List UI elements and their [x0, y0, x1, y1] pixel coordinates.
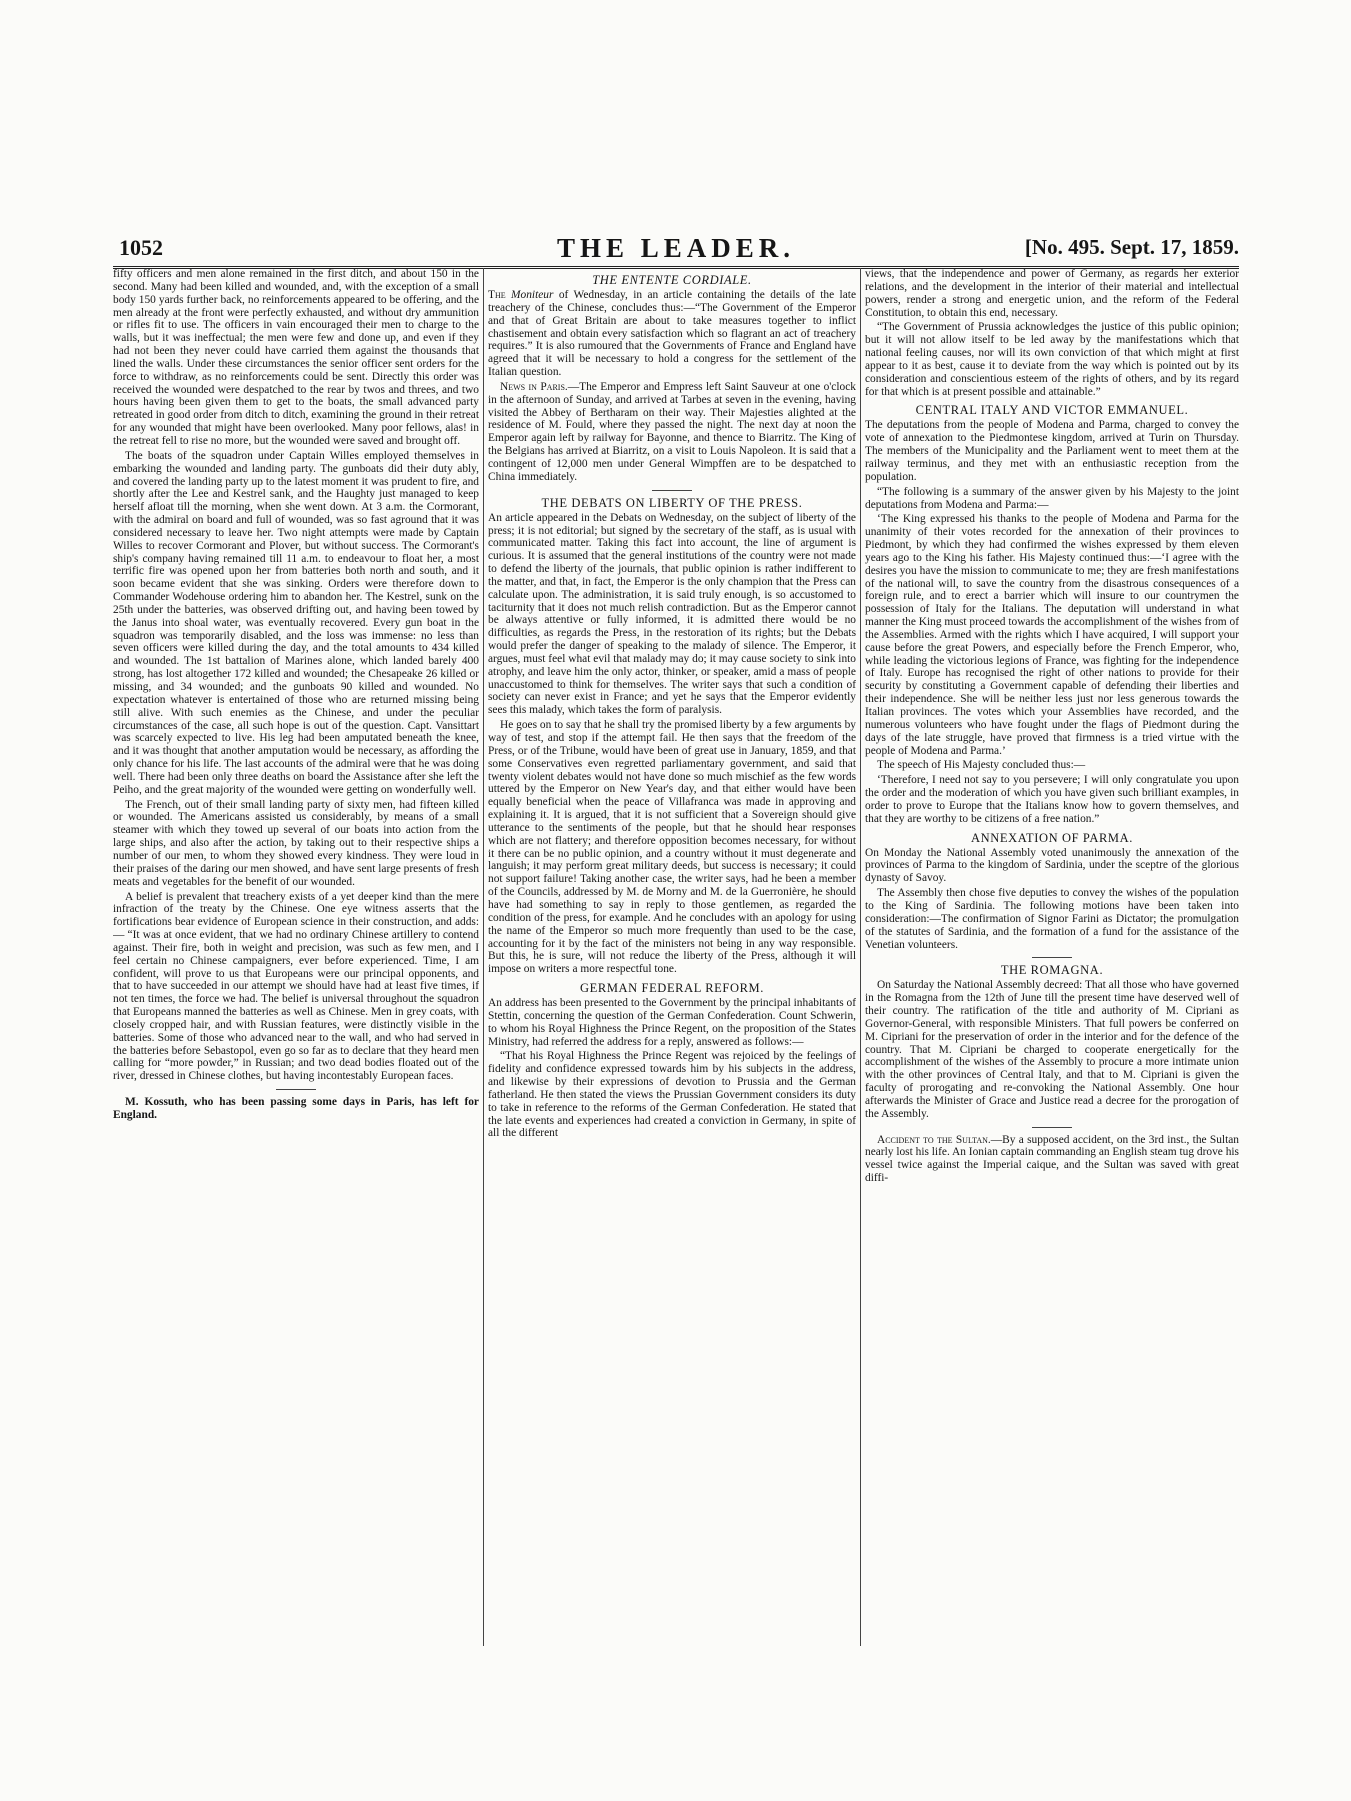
article-paragraph: A belief is prevalent that treachery exists of a yet deeper kind than the mere infraction of the treaty by the Chinese. One eye witness asserts that the fortifications bear evidence of European science in their construction, and adds:— “It was at once evident, that we had no ordinary Chinese artillery to contend against. Their fire, both in weight and precision, was such as few men, and I feel certain no Chinese campaigners, ever before experienced. Time, I am confident, will prove to us that Europeans were our principal opponents, and that to have succeeded in our attempt we should have had at least five times, if not ten times, the force we had. The belief is universal throughout the squadron that Europeans manned the batteries as well as Chinese. Men in grey coats, with closely cropped hair, and with Russian features, were distinctly visible in the batteries. Some of those who advanced near to the wall, and who had served in the batteries before Sebastopol, even go so far as to declare that they heard men calling for “more powder,” in Russian; and two dead bodies floated out of the river, dressed in Chinese clothes, but having incontestably European faces.: [113, 890, 479, 1083]
news-brief: M. Kossuth, who has been passing some days in Paris, has left for England.: [113, 1096, 479, 1121]
article-paragraph: “That his Royal Highness the Prince Regent was rejoiced by the feelings of fidelity and confidence expressed towards him by his subjects in the address, and likewise by their expressions of devotion to Prussia and the German fatherland. He then stated the views the Prussian Government considers its duty to take in reference to the reforms of the German Confederation. He stated that the late events and experiences had created a conviction in Germany, in spite of all the different: [488, 1050, 856, 1140]
heading-central-italy: CENTRAL ITALY AND VICTOR EMMANUEL.: [915, 403, 1189, 418]
article-paragraph: views, that the independence and power of Germany, as regards her exterior relations, and the development in the interior of their material and intellectual powers, render a strong and energetic union, and the reform of the Federal Constitution, to obtain this end, necessary.: [865, 268, 1239, 319]
lead-phrase: Accident to the Sultan.: [877, 1133, 991, 1146]
section-separator: [652, 490, 692, 491]
column-3: [865, 268, 1239, 1646]
article-paragraph: “The Government of Prussia acknowledges the justice of this public opinion; but it will not allow itself to be led away by the manifestations which that national feeling causes, nor will its own conviction of that which might at first appear to it as best, cause it to deviate from the way which is pointed out by its consideration and conscientious esteem of the rights of others, and by its regard for that which is at present possible and attainable.”: [865, 321, 1239, 398]
article-paragraph: [865, 1134, 1239, 1185]
article-paragraph: On Monday the National Assembly voted unanimously the annexation of the provinces of Parma to the kingdom of Sardinia, under the sceptre of the glorious dynasty of Savoy.: [865, 846, 1239, 885]
article-paragraph: ‘The King expressed his thanks to the people of Modena and Parma for the unanimity of their votes recorded for the annexation of their provinces to Piedmont, by which they had confirmed the wishes expressed by them eleven years ago to the King his father. His Majesty continued thus:—‘I agree with the desires you have the mission to communicate to me; they are fresh manifestations of the national will, to save the country from the disastrous consequences of a foreign rule, and to erect a barrier which will insure to our countrymen the possession of Italy for the Italians. The deputation will understand in what manner the King must proceed towards the accomplishment of the wishes from of the Assemblies. Armed with the rights which I have acquired, I will support your cause before the great Powers, and especially before the French Emperor, who, while leading the victorious legions of France, was fighting for the independence of Italy. Europe has recognised the right of other nations to provide for their security by constituting a Government capable of defending their liberties and their independence. She will be neither less just nor less generous towards the Italian provinces. The votes which your Assemblies have recorded, and the numerous volunteers who have fought under the flags of Piedmont during the days of the late struggle, have proved that firmness is a tried virtue with the people of Modena and Parma.’: [865, 513, 1239, 757]
article-paragraph: fifty officers and men alone remained in the first ditch, and about 150 in the second. Many had been killed and wounded, and, with the exception of a small body 150 yards further back, no reinforcements appeared to be offering, and the men already at the front were perfectly exhausted, and without dry ammunition or rifles fit to use. The officers in vain encouraged their men to charge to the walls, but it was ineffectual; the men were few and done up, and even if they had not been they never could have carried them against the thousands that lined the walls. Under these circumstances the senior officer sent orders for the force to withdraw, as no reinforcements could be sent. Directly this order was received the wounded were despatched to the rear by twos and threes, and two hours having been given them to get to the boats, the small advanced party retreated in good order from ditch to ditch, examining the ground in their retreat for any wounded that might have been overlooked. Many poor fellows, alas! in the retreat fell to rise no more, but the wounded were saved and brought off.: [113, 268, 479, 447]
heading-annexation-of-parma: ANNEXATION OF PARMA.: [971, 830, 1133, 845]
article-paragraph: The French, out of their small landing party of sixty men, had fifteen killed or wounded. The Americans assisted us considerably, by means of a small steamer with which they towed up several of our boats into action from the large ships, and also after the action, by taking out to their respective ships a number of our men, to whom they showed every kindness. They were loud in their praises of the daring our men showed, and have sent large presents of fresh meats and vegetables for the benefit of our wounded.: [113, 798, 479, 888]
heading-the-romagna: THE ROMAGNA.: [1000, 963, 1104, 978]
lead-word: The: [488, 289, 506, 301]
article-paragraph: The speech of His Majesty concluded thus:—: [877, 759, 1086, 772]
section-separator: [276, 1089, 316, 1090]
masthead: [113, 233, 1239, 265]
article-paragraph: The boats of the squadron under Captain Willes employed themselves in embarking the wounded and landing party. The gunboats did their duty ably, and covered the landing party up to the latest moment it was prudent to fire, and shortly after the Lee and Kestrel sank, and the Haughty just managed to keep herself afloat till the morning, when she went down. At 3 a.m. the Cormorant, with the admiral on board and full of wounded, was so fast aground that it was considered necessary to leave her. Two night attempts were made by Captain Willes to recover Cormorant and Plover, but without success. The Cormorant's ship's company having remained till 11 a.m. to endeavour to float her, a most terrific fire was opened upon her from batteries both north and south, and it soon became evident that she was sinking. Orders were therefore down to Commander Wodehouse ordering him to abandon her. The Kestrel, sunk on the 25th under the batteries, was observed drifting out, and having been towed by the Janus into shoal water, was eventually recovered. Every gun boat in the squadron was temporarily disabled, and the loss was immense: no less than seven officers were killed during the day, and the total amounts to 434 killed and wounded. The 1st battalion of Marines alone, which landed barely 400 strong, has lost altogether 172 killed and wounded; the Chesapeake 26 killed or missing, and 34 wounded; and the gunboats 90 killed and wounded. No expectation whatever is entertained of those who are returned missing being still alive. With such enemies as the Chinese, and under the peculiar circumstances of the case, all such hope is out of the question. Capt. Vansittart was scarcely expected to live. His leg had been amputated beneath the knee, and it was thought that another amputation would be necessary, as affording the only chance for his life. The last accounts of the admiral were that he was doing well. There had been only three deaths on board the Assistance after she left the Peiho, and the great majority of the wounded were getting on wonderfully well.: [113, 449, 479, 796]
column-2: [488, 268, 856, 1646]
article-paragraph: The deputations from the people of Modena and Parma, charged to convey the vote of annexation to the Piedmontese kingdom, arrived at Turin on Thursday. The members of the Municipality and the Parliament went to meet them at the railway terminus, and they met with an enthusiastic reception from the population.: [865, 419, 1239, 483]
column-1: [113, 268, 479, 1646]
article-paragraph: The Assembly then chose five deputies to convey the wishes of the population to the King of Sardinia. The following motions have been taken into consideration:—The confirmation of Signor Farini as Dictator; the promulgation of the statutes of Sardinia, and the formation of a fund for the assistance of the Venetian volunteers.: [865, 887, 1239, 951]
paragraph-text: of Wednesday, in an article containing the details of the late treachery of the Chinese, concludes thus:—“The Government of the Emperor and that of Great Britain are about to take measures together to inflict chastisement and obtain every satisfaction which so flagrant an act of treachery requires.” It is also rumoured that the Governments of France and England have agreed that it will be necessary to hold a congress for the settlement of the Italian question.: [488, 289, 856, 379]
article-paragraph: [488, 381, 856, 484]
section-separator: [1032, 957, 1072, 958]
section-separator: [1032, 1127, 1072, 1128]
heading-german-federal-reform: GERMAN FEDERAL REFORM.: [580, 981, 764, 996]
page-number: 1052: [119, 235, 163, 260]
heading-debats: THE DEBATS ON LIBERTY OF THE PRESS.: [541, 495, 803, 510]
lead-phrase: News in Paris.: [500, 380, 568, 393]
column-divider: [483, 268, 484, 1646]
issue-date: [No. 495. Sept. 17, 1859.: [1024, 235, 1239, 259]
column-divider: [860, 268, 861, 1646]
article-paragraph: An article appeared in the Debats on Wednesday, on the subject of liberty of the press; it is not editorial; but signed by the secretary of the staff, as is usual with communicated matter. Taking this fact into account, the line of argument is curious. It is assumed that the general institutions of the country were not made to defend the liberty of the journals, that public opinion is rather indifferent to the matter, and that, in fact, the Emperor is the only champion that the Press can calculate upon. The administration, it is said truly enough, is so accustomed to taciturnity that it does not much relish contradiction. But as the Emperor cannot be always attentive or fully informed, it is admitted there would be no difficulties, as regards the Press, in the restoration of its rights; but the Debats would prefer the danger of speaking to the malady of silence. The Emperor, it argues, must feel what evil that malady may do; it may cause society to sink into atrophy, and leave him the only actor, thinker, or speaker, amid a mass of people unaccustomed to think for themselves. The writer says that such a condition of society can never exist in France; and yet he says that the Emperor evidently sees this malady, which takes the form of paralysis.: [488, 511, 856, 717]
publication-name: Moniteur: [511, 289, 554, 301]
paragraph-text: —The Emperor and Empress left Saint Sauveur at one o'clock in the afternoon of Sunday, and arrived at Tarbes at seven in the evening, having visited the Abbey of Bertharam on their way. Their Majesties alighted at the residence of M. Fould, where they passed the night. The next day at noon the Emperor again left by railway for Bayonne, and thence to Biarritz. The King of the Belgians has arrived at Biarritz, on a visit to Louis Napoleon. It is said that a contingent of 12,000 men under General Wimpffen are to be despatched to China immediately.: [488, 380, 856, 483]
article-paragraph: An address has been presented to the Government by the principal inhabitants of Stettin, concerning the question of the German Confederation. Count Schwerin, to whom his Royal Highness the Prince Regent, on the proposition of the States Ministry, had referred the address for a reply, answered as follows:—: [488, 997, 856, 1048]
article-paragraph: He goes on to say that he shall try the promised liberty by a few arguments by way of test, and stop if the attempt fail. He then says that the freedom of the Press, or of the Tribune, would have been of great use in January, 1859, and that some Conservatives even regretted parliamentary government, and said that twenty violent debates would not have done so much mischief as the few words uttered by the Emperor on New Year's day, and that either would have been equally beneficial when the peace of Villafranca was made in approving and explaining it. It is argued, that it is not sufficient that a Sovereign should give utterance to the sentiments of the people, but that he should hear responses which are not flattery; and therefore opposition becomes necessary, for without it there can be no public opinion, and a country without it must degenerate and languish; it may perform great military deeds, but success is necessary; it could not support failure! Taking another case, the writer says, had he been a member of the Councils, addressed by M. de Morny and M. de la Guerronière, he should have had something to say in reply to those gentlemen, as regarded the condition of the press, for example. And he concludes with an apology for using the name of the Emperor so much more frequently than used to be the case, accounting for it by the fact of the ministers not being in any way responsible. But this, he is sure, will not reduce the liberty of the Press, although it will impose on writers a more respectful tone.: [488, 719, 856, 976]
paragraph-text: —By a supposed accident, on the 3rd inst., the Sultan nearly lost his life. An Ionian captain commanding an English steam tug drove his vessel twice against the Imperial caique, and the Sultan was saved with great diffi-: [865, 1133, 1239, 1185]
article-paragraph: [488, 289, 856, 379]
article-paragraph: ‘Therefore, I need not say to you persevere; I will only congratulate you upon the order and the moderation of which you have given such brilliant examples, in order to prove to Europe that the Italians know how to govern themselves, and that they are worthy to be citizens of a free nation.”: [865, 774, 1239, 825]
article-paragraph: “The following is a summary of the answer given by his Majesty to the joint deputations from Modena and Parma:—: [865, 485, 1239, 511]
newspaper-title: THE LEADER.: [556, 233, 796, 263]
heading-entente-cordiale: THE ENTENTE CORDIALE.: [592, 273, 752, 287]
article-paragraph: On Saturday the National Assembly decreed: That all those who have governed in the Romagna from the 12th of June till the present time have deserved well of their country. The ratification of the title and authority of M. Cipriani as Governor-General, with responsible Ministers. That full powers be conferred on M. Cipriani for the preservation of order in the interior and for the defence of the country. That M. Cipriani be charged to cooperate energetically for the accomplishment of the wishes of the Assembly to procure a more intimate union with the other provinces of Central Italy, and that to M. Cipriani is given the faculty of prorogating and re-convoking the National Assembly. One hour afterwards the Minister of Grace and Justice read a decree for the prorogation of the Assembly.: [865, 979, 1239, 1120]
